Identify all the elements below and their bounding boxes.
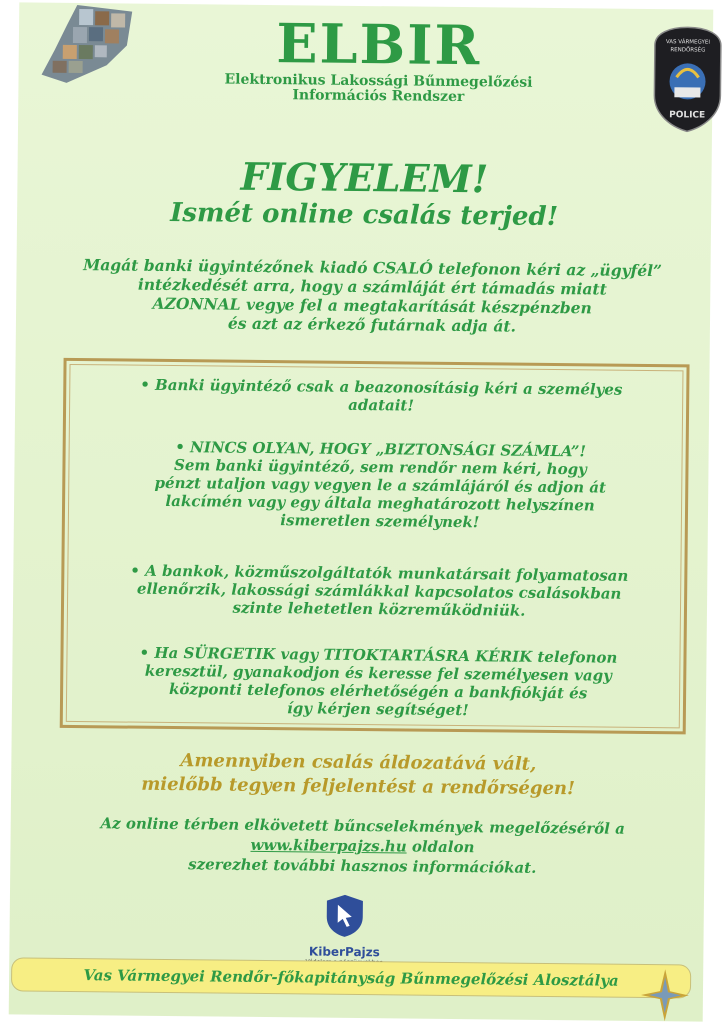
info-line-3: szerezhet további hasznos információkat. bbox=[188, 855, 537, 877]
alert-subheading: Ismét online csalás terjed! bbox=[169, 197, 559, 233]
kiberpajzs-shield-icon bbox=[323, 893, 367, 939]
footer-banner: Vas Vármegyei Rendőr-főkapitányság Bűnmegelőzési Alosztálya bbox=[11, 957, 691, 998]
bullet-2 bbox=[85, 437, 676, 533]
bullet-3-line-2: ellenőrzik, lakossági számlákkal kapcsolatos csalásokban bbox=[136, 579, 622, 603]
intro-text bbox=[32, 255, 713, 338]
bullet-4-line-1: • Ha SÜRGETIK vagy TITOKTARTÁSRA KÉRIK telefonon bbox=[139, 643, 618, 667]
compass-star-icon bbox=[641, 969, 690, 1021]
header bbox=[158, 12, 599, 107]
call-line-2: mielőbb tegyen feljelentést a rendőrségen! bbox=[141, 773, 576, 800]
bullet-4 bbox=[83, 643, 674, 721]
badge-bottom-text: POLICE bbox=[669, 110, 706, 121]
intro-line-1: Magát banki ügyintézőnek kiadó CSALÓ telefonon kéri az „ügyfél” bbox=[83, 255, 663, 281]
poster bbox=[9, 2, 714, 1021]
logo-name: KiberPajzs bbox=[308, 944, 380, 960]
call-to-action bbox=[11, 747, 705, 802]
bullet-1-line-2: adatait! bbox=[348, 395, 415, 415]
bullet-4-line-2: keresztül, gyanakodjon és keresse fel személyesen vagy bbox=[144, 661, 612, 685]
badge-top-text-1: VAS VÁRMEGYEI bbox=[665, 39, 711, 46]
call-line-1: Amennyiben csalás áldozatává vált, bbox=[180, 750, 537, 775]
badge-top-text-2: RENDŐRSÉG bbox=[670, 47, 706, 54]
info-text bbox=[30, 813, 695, 880]
bullet-3-line-1: • A bankok, közműszolgáltatók munkatársait folyamatosan bbox=[130, 561, 629, 585]
intro-line-2: intézkedését arra, hogy a számláját ért támadás miatt bbox=[137, 274, 607, 299]
bullet-4-line-3: központi telefonos elérhetőségén a bankfiókját és bbox=[168, 680, 588, 703]
bullet-2-line-5: ismeretlen személynek! bbox=[280, 511, 480, 532]
info-line-1: Az online térben elkövetett bűncselekmények megelőzéséről a bbox=[100, 814, 625, 838]
bullet-2-line-2: Sem banki ügyintéző, sem rendőr nem kéri, hogy bbox=[174, 456, 587, 479]
warning-box bbox=[60, 358, 690, 735]
bullet-1 bbox=[86, 375, 676, 417]
county-collage-icon bbox=[36, 5, 137, 88]
info-line-2-rest: oldalon bbox=[406, 837, 475, 857]
bullet-4-line-4: így kérjen segítséget! bbox=[286, 699, 469, 720]
bullet-3-line-3: szinte lehetetlen közreműködniük. bbox=[232, 598, 526, 620]
intro-line-3: AZONNAL vegye fel a megtakarítását készpénzben bbox=[152, 293, 592, 318]
bullet-2-line-4: lakcímén vagy egy általa meghatározott helyszínen bbox=[165, 491, 595, 515]
bullet-3 bbox=[84, 561, 675, 621]
kiberpajzs-logo bbox=[299, 892, 390, 966]
police-badge-icon bbox=[650, 25, 724, 134]
alert-heading: FIGYELEM! bbox=[240, 153, 489, 202]
page-title: ELBIR bbox=[276, 11, 482, 78]
subtitle-line-2: Információs Rendszer bbox=[292, 87, 465, 106]
intro-line-4: és azt az érkező futárnak adja át. bbox=[227, 313, 517, 336]
bullet-2-line-1: • NINCS OLYAN, HOGY „BIZTONSÁGI SZÁMLA”! bbox=[175, 438, 587, 461]
subtitle-line-1: Elektronikus Lakossági Bűnmegelőzési bbox=[224, 71, 533, 91]
bullet-2-line-3: pénzt utaljon vagy vegyen le a számlájáról és adjon át bbox=[154, 473, 607, 497]
kiberpajzs-link[interactable]: www.kiberpajzs.hu bbox=[250, 835, 407, 856]
bullet-1-line-1: • Banki ügyintéző csak a beazonosításig kéri a személyes bbox=[140, 375, 623, 399]
